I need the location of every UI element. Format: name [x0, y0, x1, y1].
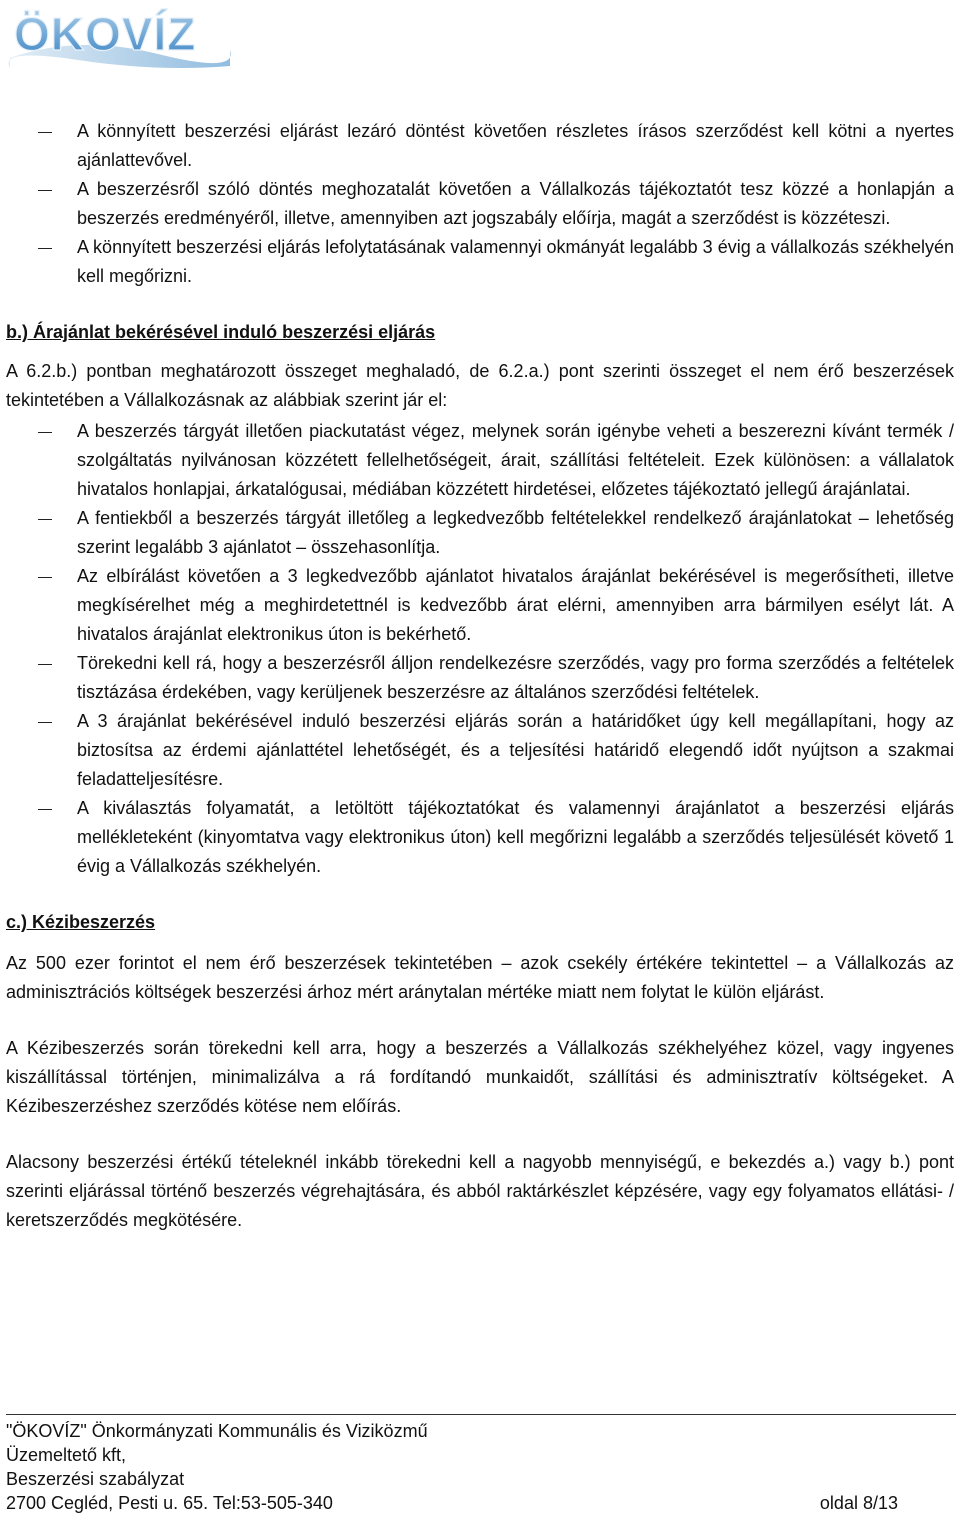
bullet-item [6, 117, 954, 175]
footer-divider [6, 1414, 956, 1415]
bullet-text: A könnyített beszerzési eljárást lezáró döntést követően részletes írásos szerződést kell kötni a nyertes ajánlattevővel. [77, 121, 954, 170]
section-b-heading: b.) Árajánlat bekérésével induló beszerzési eljárás [6, 322, 436, 342]
page-number: oldal 8/13 [819, 1493, 898, 1513]
section-c-heading: c.) Kézibeszerzés [6, 912, 156, 932]
bullet-text: A kiválasztás folyamatát, a letöltött tájékoztatókat és valamennyi árajánlatot a beszerzési eljárás mellékleteként (kinyomtatva vagy elektronikus úton) kell megőrizni legalább a szerződés teljesülését követő 1 évig a Vállalkozás székhelyén. [77, 798, 954, 876]
footer-bottom-row [6, 1491, 956, 1515]
intro-bullet-list [6, 117, 954, 291]
bullet-text: Az elbírálást követően a 3 legkedvezőbb ajánlatot hivatalos árajánlat bekérésével is megerősítheti, illetve megkísérelhet még a meghirdetettnél is kedvezőbb árat elérni, amennyiben arra bármilyen esélyt lát. A hivatalos árajánlat elektronikus úton is bekérhető. [77, 566, 954, 644]
footer-document-title: Beszerzési szabályzat [6, 1469, 185, 1489]
bullet-item [6, 562, 954, 649]
bullet-item [6, 794, 954, 881]
bullet-item [6, 504, 954, 562]
okoviz-logo [8, 2, 233, 74]
bullet-item [6, 417, 954, 504]
section-b-bullet-list [6, 417, 954, 881]
bullet-text: A fentiekből a beszerzés tárgyát illetőleg a legkedvezőbb feltételekkel rendelkező árajánlatokat – lehetőség szerint legalább 3 ajánlatot – összehasonlítja. [77, 508, 954, 557]
footer-address: 2700 Cegléd, Pesti u. 65. Tel:53-505-340 [6, 1493, 333, 1513]
bullet-text: A könnyített beszerzési eljárás lefolytatásának valamennyi okmányát legalább 3 évig a vállalkozás székhelyén kell megőrizni. [77, 237, 954, 286]
bullet-text: A beszerzés tárgyát illetően piackutatást végez, melynek során igénybe veheti a beszerezni kívánt termék / szolgáltatás nyilvánosan közzétett fellelhetőségeit, árait, szállítási feltételeit. Ezek különösen: a vállalatok hivatalos honlapjai, árkatalógusai, médiában közzétett hirdetései, előzetes tájékoztató jellegű árajánlatai. [77, 421, 954, 499]
bullet-text: Törekedni kell rá, hogy a beszerzésről álljon rendelkezésre szerződés, vagy pro forma szerződés a feltételek tisztázása érdekében, vagy kerüljenek beszerzésre az általános szerződési feltételek. [77, 653, 954, 702]
bullet-text: A beszerzésről szóló döntés meghozatalát követően a Vállalkozás tájékoztatót tesz közzé a honlapján a beszerzés eredményéről, illetve, amennyiben azt jogszabály előírja, magát a szerződést is közzéteszi. [77, 179, 954, 228]
bullet-item [6, 175, 954, 233]
bullet-item [6, 233, 954, 291]
document-body [6, 117, 954, 1235]
bullet-text: A 3 árajánlat bekérésével induló beszerzési eljárás során a határidőket úgy kell megállapítani, hogy az biztosítsa az érdemi ajánlattétel lehetőségét, és a teljesítési határidő elegendő időt nyújtson a szakmai feladatteljesítésre. [77, 711, 954, 789]
bullet-item [6, 707, 954, 794]
section-c-paragraph: Alacsony beszerzési értékű tételeknél inkább törekedni kell a nagyobb mennyiségű, e bekezdés a.) vagy b.) pont szerinti eljárással történő beszerzés végrehajtására, és abból raktárkészlet képzésére, vagy egy folyamatos ellátási- / keretszerződés megkötésére. [6, 1152, 954, 1230]
footer-company-line: "ÖKOVÍZ" Önkormányzati Kommunális és Viziközmű [6, 1421, 428, 1441]
section-c-paragraph: Az 500 ezer forintot el nem érő beszerzések tekintetében – azok csekély értékére tekintettel – a Vállalkozás az adminisztrációs költségek beszerzési árhoz mért aránytalan mértéke miatt nem folytat le külön eljárást. [6, 953, 954, 1002]
page-footer [6, 1414, 956, 1515]
bullet-item [6, 649, 954, 707]
section-c-paragraph: A Kézibeszerzés során törekedni kell arra, hogy a beszerzés a Vállalkozás székhelyéhez közel, vagy ingyenes kiszállítással történjen, minimalizálva a rá fordítandó munkaidőt, szállítási és adminisztratív költségeket. A Kézibeszerzéshez szerződés kötése nem előírás. [6, 1038, 954, 1116]
okoviz-logo-image [8, 2, 233, 74]
footer-company-line-2: Üzemeltető kft, [6, 1445, 127, 1465]
logo-lettering: ÖKOVÍZ [14, 8, 197, 60]
section-b-intro: A 6.2.b.) pontban meghatározott összeget meghaladó, de 6.2.a.) pont szerinti összeget el nem érő beszerzések tekintetében a Vállalkozásnak az alábbiak szerint jár el: [6, 361, 954, 410]
